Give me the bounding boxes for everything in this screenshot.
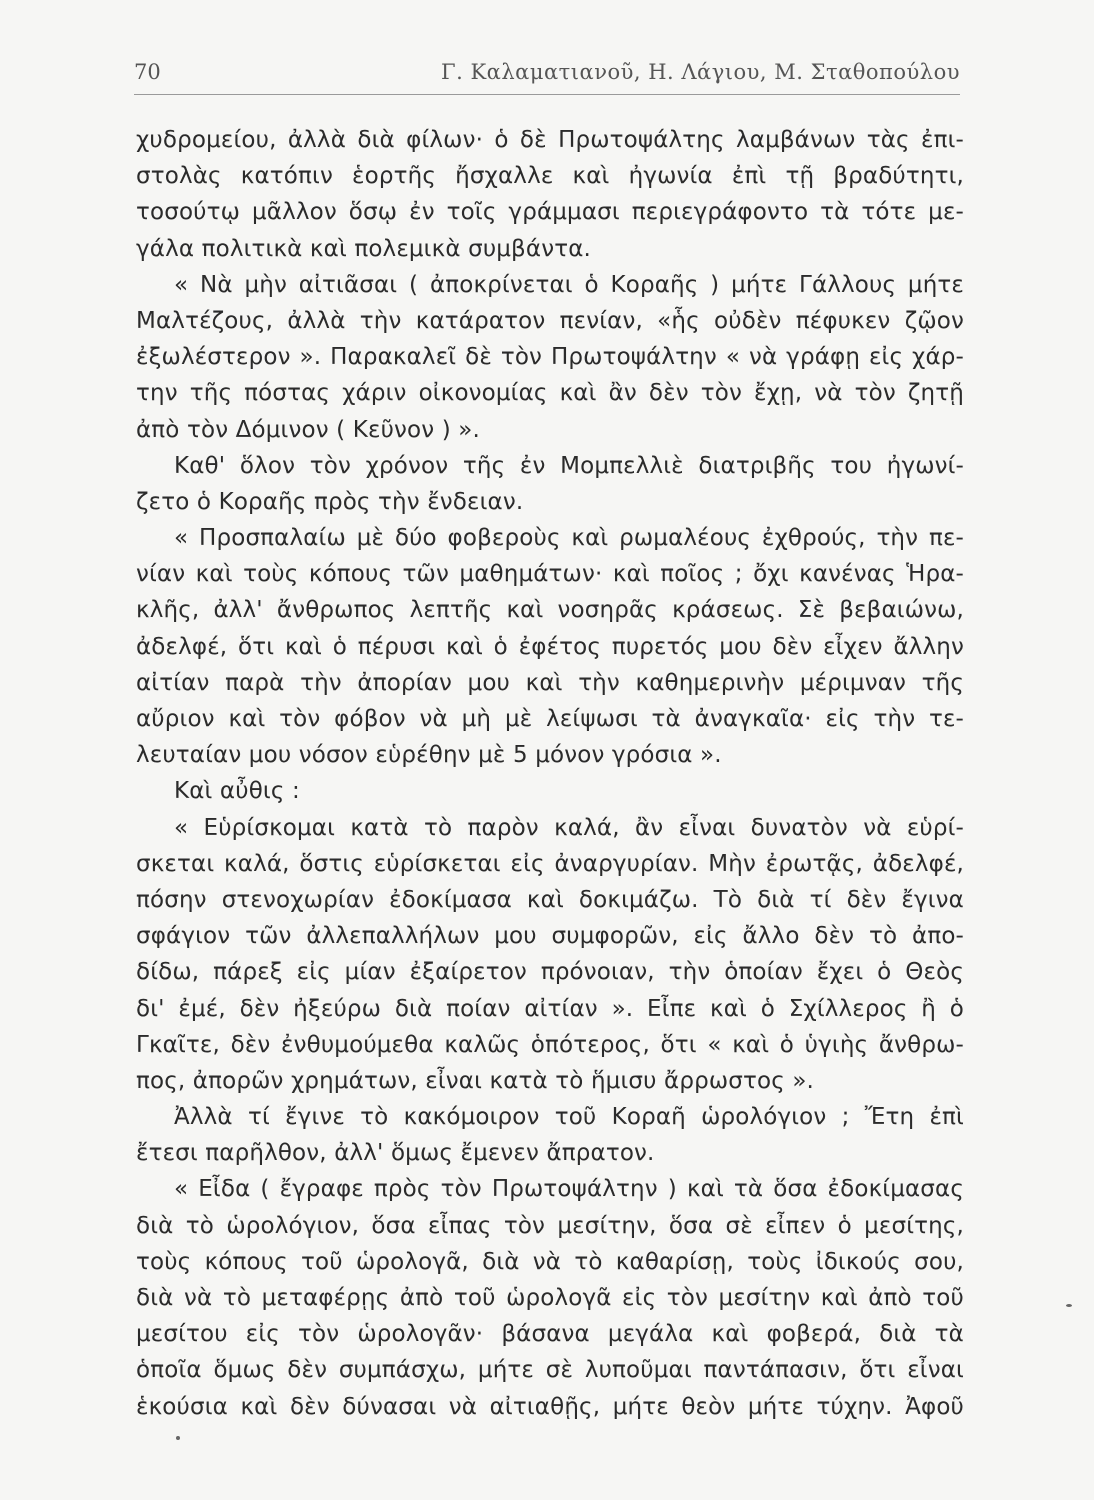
text-line: ἐξωλέστερον ». Παρακαλεῖ δὲ τὸν Πρωτοψάλτην « νὰ γράφῃ εἰς χάρ-: [136, 344, 964, 371]
text-line: γάλα πολιτικὰ καὶ πολεμικὰ συμβάντα.: [136, 235, 591, 262]
text-line: δίδω, πάρεξ εἰς μίαν ἐξαίρετον πρόνοιαν, τὴν ὁποίαν ἔχει ὁ Θεὸς: [136, 959, 964, 986]
page-number: 70: [134, 60, 161, 84]
text-line: « Νὰ μὴν αἰτιᾶσαι ( ἀποκρίνεται ὁ Κοραῆς ) μήτε Γάλλους μήτε: [174, 271, 964, 298]
text-line: στολὰς κατόπιν ἑορτῆς ἤσχαλλε καὶ ἠγωνία ἐπὶ τῇ βραδύτητι,: [136, 163, 964, 190]
text-line: Γκαῖτε, δὲν ἐνθυμούμεθα καλῶς ὁπότερος, ὅτι « καὶ ὁ ὑγιὴς ἄνθρω-: [136, 1031, 964, 1058]
text-line: μεσίτου εἰς τὸν ὡρολογᾶν· βάσανα μεγάλα καὶ φοβερά, διὰ τὰ: [136, 1321, 964, 1348]
text-line: αὔριον καὶ τὸν φόβον νὰ μὴ μὲ λείψωσι τὰ ἀναγκαῖα· εἰς τὴν τε-: [136, 706, 964, 732]
scan-speck: [176, 1436, 180, 1440]
text-line: σφάγιον τῶν ἀλλεπαλλήλων μου συμφορῶν, εἰς ἄλλο δὲν τὸ ἀπο-: [136, 923, 964, 950]
text-line: Καθ' ὅλον τὸν χρόνον τῆς ἐν Μομπελλιὲ διατριβῆς του ἠγωνί-: [174, 452, 964, 479]
text-line: λευταίαν μου νόσον εὑρέθην μὲ 5 μόνον γρόσια ».: [136, 742, 722, 769]
text-line: Ἀλλὰ τί ἔγινε τὸ κακόμοιρον τοῦ Κοραῆ ὡρολόγιον ; Ἔτη ἐπὶ: [174, 1104, 964, 1131]
text-line: ζετο ὁ Κοραῆς πρὸς τὴν ἔνδειαν.: [136, 488, 524, 515]
text-line: ἔτεσι παρῆλθον, ἀλλ' ὅμως ἔμενεν ἄπρατον.: [136, 1140, 655, 1167]
body-text: [136, 122, 964, 1425]
text-line: αἰτίαν παρὰ τὴν ἀπορίαν μου καὶ τὴν καθημερινὴν μέριμναν τῆς: [136, 669, 964, 696]
text-line: διὰ τὸ ὡρολόγιον, ὅσα εἶπας τὸν μεσίτην, ὅσα σὲ εἶπεν ὁ μεσίτης,: [136, 1212, 964, 1239]
text-line: ἀπὸ τὸν Δόμινον ( Κεῦνον ) ».: [136, 416, 480, 443]
text-line: δι' ἐμέ, δὲν ἠξεύρω διὰ ποίαν αἰτίαν ». Εἶπε καὶ ὁ Σχίλλερος ἢ ὁ: [136, 995, 964, 1022]
text-line: τοὺς κόπους τοῦ ὡρολογᾶ, διὰ νὰ τὸ καθαρίσῃ, τοὺς ἰδικούς σου,: [136, 1248, 964, 1275]
text-line: ἀδελφέ, ὅτι καὶ ὁ πέρυσι καὶ ὁ ἐφέτος πυρετός μου δὲν εἶχεν ἄλλην: [136, 633, 964, 660]
text-line: ὁποῖα ὅμως δὲν συμπάσχω, μήτε σὲ λυποῦμαι παντάπασιν, ὅτι εἶναι: [136, 1357, 964, 1384]
text-line: πόσην στενοχωρίαν ἐδοκίμασα καὶ δοκιμάζω. Τὸ διὰ τί δὲν ἔγινα: [136, 886, 964, 913]
page-header: [134, 58, 960, 95]
text-line: ἑκούσια καὶ δὲν δύνασαι νὰ αἰτιαθῇς, μήτε θεὸν μήτε τύχην. Ἀφοῦ: [136, 1393, 964, 1420]
text-line: την τῆς πόστας χάριν οἰκονομίας καὶ ἂν δὲν τὸν ἔχῃ, νὰ τὸν ζητῇ: [136, 380, 964, 407]
text-line: Μαλτέζους, ἀλλὰ τὴν κατάρατον πενίαν, «ἧς οὐδὲν πέφυκεν ζῷον: [136, 307, 964, 334]
running-head: Γ. Καλαματιανοῦ, Η. Λάγιου, Μ. Σταθοπούλου: [441, 60, 960, 84]
scan-speck: [1066, 1304, 1072, 1307]
text-line: « Εἶδα ( ἔγραφε πρὸς τὸν Πρωτοψάλτην ) καὶ τὰ ὅσα ἐδοκίμασας: [174, 1176, 964, 1203]
text-line: « Προσπαλαίω μὲ δύο φοβεροὺς καὶ ρωμαλέους ἐχθρούς, τὴν πε-: [174, 525, 964, 552]
text-line: νίαν καὶ τοὺς κόπους τῶν μαθημάτων· καὶ ποῖος ; ὄχι κανένας Ἡρα-: [136, 561, 964, 588]
text-line: « Εὑρίσκομαι κατὰ τὸ παρὸν καλά, ἂν εἶναι δυνατὸν νὰ εὑρί-: [174, 814, 964, 841]
text-line: διὰ νὰ τὸ μεταφέρῃς ἀπὸ τοῦ ὡρολογᾶ εἰς τὸν μεσίτην καὶ ἀπὸ τοῦ: [136, 1285, 964, 1311]
text-line: χυδρομείου, ἀλλὰ διὰ φίλων· ὁ δὲ Πρωτοψάλτης λαμβάνων τὰς ἐπι-: [136, 127, 964, 153]
text-line: σκεται καλά, ὅστις εὑρίσκεται εἰς ἀναργυρίαν. Μὴν ἐρωτᾷς, ἀδελφέ,: [136, 850, 964, 877]
text-line: τοσούτῳ μᾶλλον ὅσῳ ἐν τοῖς γράμμασι περιεγράφοντο τὰ τότε με-: [136, 199, 964, 226]
text-line: Καὶ αὖθις :: [174, 778, 300, 805]
text-line: κλῆς, ἀλλ' ἄνθρωπος λεπτῆς καὶ νοσηρᾶς κράσεως. Σὲ βεβαιώνω,: [136, 597, 964, 624]
text-line: πος, ἀπορῶν χρημάτων, εἶναι κατὰ τὸ ἥμισυ ἄρρωστος ».: [136, 1067, 815, 1094]
